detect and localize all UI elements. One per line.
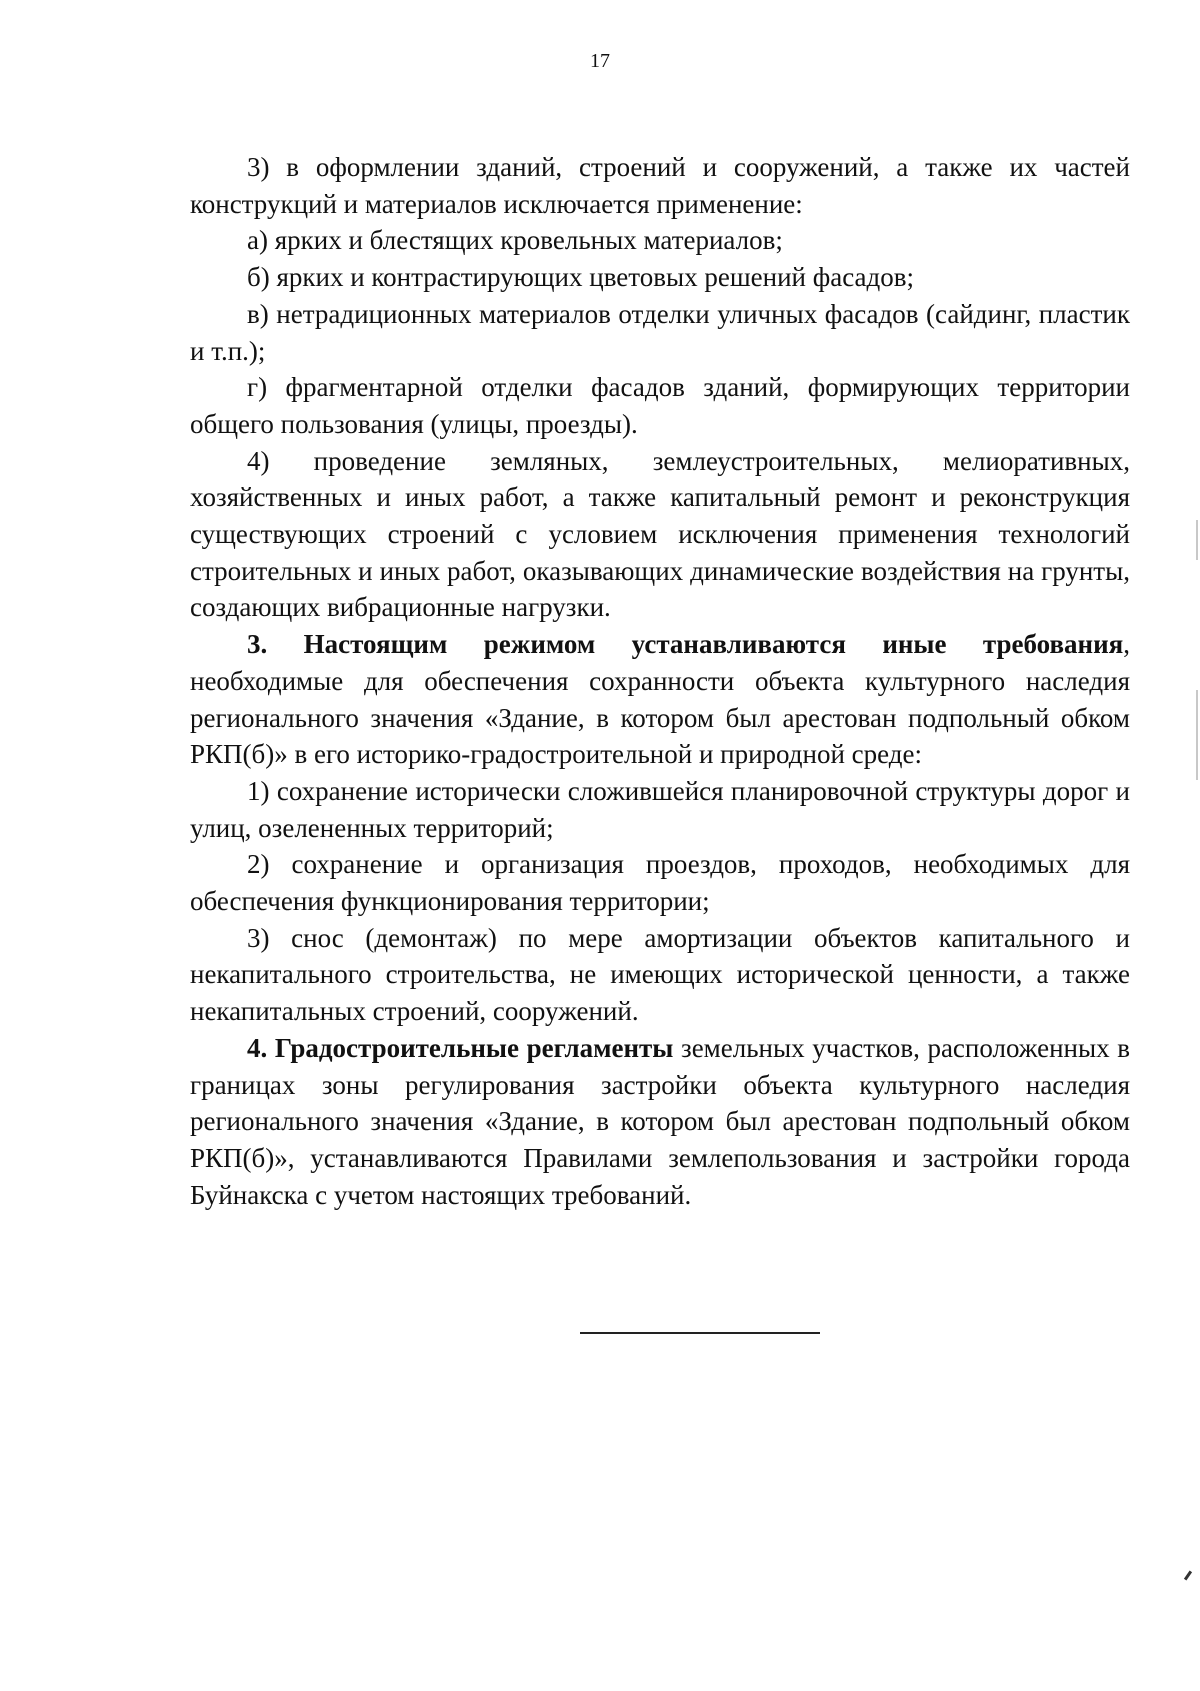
section-3-item-3: 3) снос (демонтаж) по мере амортизации объектов капитального и некапитального строительства, не имеющих исторической ценности, а также некапитальных строений, сооружений. xyxy=(190,922,1130,1027)
paragraph-4: 4) проведение земляных, землеустроительных, мелиоративных, хозяйственных и иных работ, а также капитальный ремонт и реконструкция существующих строений с условием исключения применения технологий строительных и иных работ, оказывающих динамические воздействия на грунты, создающих вибрационные нагрузки. xyxy=(190,445,1130,623)
page-number: 17 xyxy=(590,50,610,72)
end-divider xyxy=(580,1332,820,1334)
paragraph-3-intro: 3) в оформлении зданий, строений и сооружений, а также их частей конструкций и материалов исключается применение: xyxy=(190,152,1130,219)
paragraph-3v: в) нетрадиционных материалов отделки уличных фасадов (сайдинг, пластик и т.п.); xyxy=(190,298,1130,366)
pen-tick-mark xyxy=(1184,1571,1192,1581)
scan-edge-mark xyxy=(1196,520,1198,560)
document-body xyxy=(190,149,1130,1213)
section-4-bold-lead: 4. Градостроительные регламенты xyxy=(247,1032,674,1063)
section-3-item-2: 2) сохранение и организация проездов, проходов, необходимых для обеспечения функционирования территории; xyxy=(190,849,1130,917)
section-3-bold-lead: 3. Настоящим режимом устанавливаются иные требования xyxy=(247,629,1124,660)
paragraph-3a: а) ярких и блестящих кровельных материалов; xyxy=(247,225,783,256)
paragraph-3b: б) ярких и контрастирующих цветовых решений фасадов; xyxy=(247,262,914,293)
section-3-paragraph xyxy=(190,626,1130,773)
section-4-text: земельных участков, расположенных в границах зоны регулирования застройки объекта культурного наследия регионального значения «Здание, в котором был арестован подпольный обком РКП(б)», устанавливаются Правилами землепользования и застройки города Буйнакска с учетом настоящих требований. xyxy=(190,1032,1130,1210)
paragraph-3g: г) фрагментарной отделки фасадов зданий, формирующих территории общего пользования (улицы, проезды). xyxy=(190,372,1130,439)
section-3-item-1: 1) сохранение исторически сложившейся планировочной структуры дорог и улиц, озелененных территорий; xyxy=(190,775,1130,843)
section-3-text: , необходимые для обеспечения сохранности объекта культурного наследия регионального значения «Здание, в котором был арестован подпольный обком РКП(б)» в его историко-градостроительной и природной среде: xyxy=(190,629,1130,770)
section-4-paragraph xyxy=(190,1030,1130,1214)
scan-edge-mark xyxy=(1196,690,1198,780)
